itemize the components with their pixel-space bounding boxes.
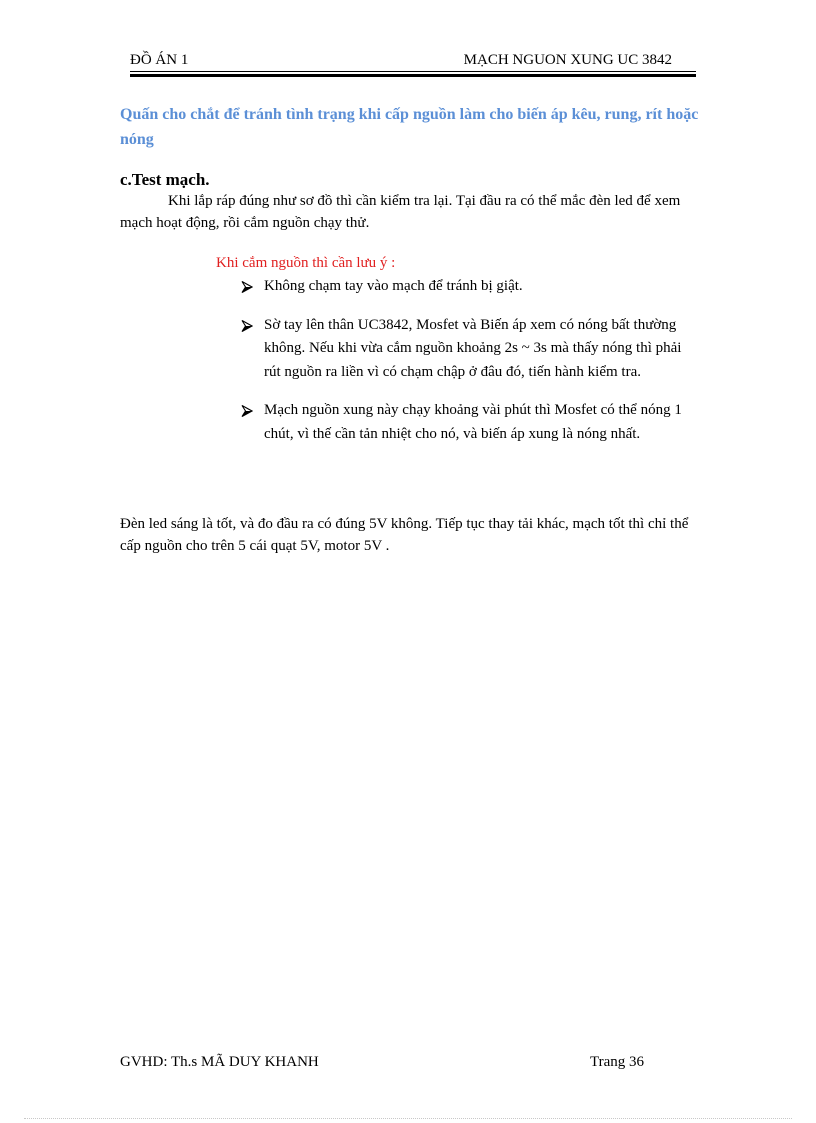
closing-paragraph: Đèn led sáng là tốt, và đo đầu ra có đúng 5V không. Tiếp tục thay tải khác, mạch tốt thì chỉ thể cấp nguồn cho trên 5 cái quạt 5V, motor 5V . <box>120 516 689 554</box>
list-item <box>238 399 698 446</box>
arrowhead-bullet-icon <box>241 320 253 332</box>
page-header <box>130 50 696 78</box>
header-project-title: ĐỒ ÁN 1 <box>130 52 189 68</box>
arrowhead-bullet-icon <box>241 281 253 293</box>
intro-blue-paragraph: Quấn cho chắt để tránh tình trạng khi cấp nguồn làm cho biến áp kêu, rung, rít hoặc nóng <box>120 106 699 148</box>
section-heading: c.Test mạch. <box>120 170 210 189</box>
note-list <box>238 275 698 446</box>
list-item <box>238 275 698 299</box>
note-title: Khi cắm nguồn thì cần lưu ý : <box>216 255 396 271</box>
page-bottom-dotted-border <box>24 1118 792 1119</box>
header-rule-thin <box>130 71 696 72</box>
footer-advisor: GVHD: Th.s MÃ DUY KHANH <box>120 1054 319 1070</box>
list-item-text: Sờ tay lên thân UC3842, Mosfet và Biến áp xem có nóng bất thường không. Nếu khi vừa cắm nguồn khoảng 2s ~ 3s mà thấy nóng thì phải rút nguồn ra liền vì có chạm chập ở đâu đó, tiến hành kiểm tra. <box>264 316 682 380</box>
list-item-text: Không chạm tay vào mạch để tránh bị giật. <box>264 278 523 294</box>
header-rule-thick <box>130 74 696 77</box>
list-item-text: Mạch nguồn xung này chạy khoảng vài phút thì Mosfet có thể nóng 1 chút, vì thế cần tản nhiệt cho nó, và biến áp xung là nóng nhất. <box>264 402 682 442</box>
header-document-title: MẠCH NGUON XUNG UC 3842 <box>463 52 672 68</box>
section-paragraph: Khi lắp ráp đúng như sơ đồ thì cần kiểm tra lại. Tại đầu ra có thể mắc đèn led để xem mạch hoạt động, rồi cắm nguồn chạy thử. <box>120 193 681 231</box>
list-item <box>238 314 698 385</box>
footer-page-number: Trang 36 <box>590 1054 645 1070</box>
arrowhead-bullet-icon <box>241 405 253 417</box>
